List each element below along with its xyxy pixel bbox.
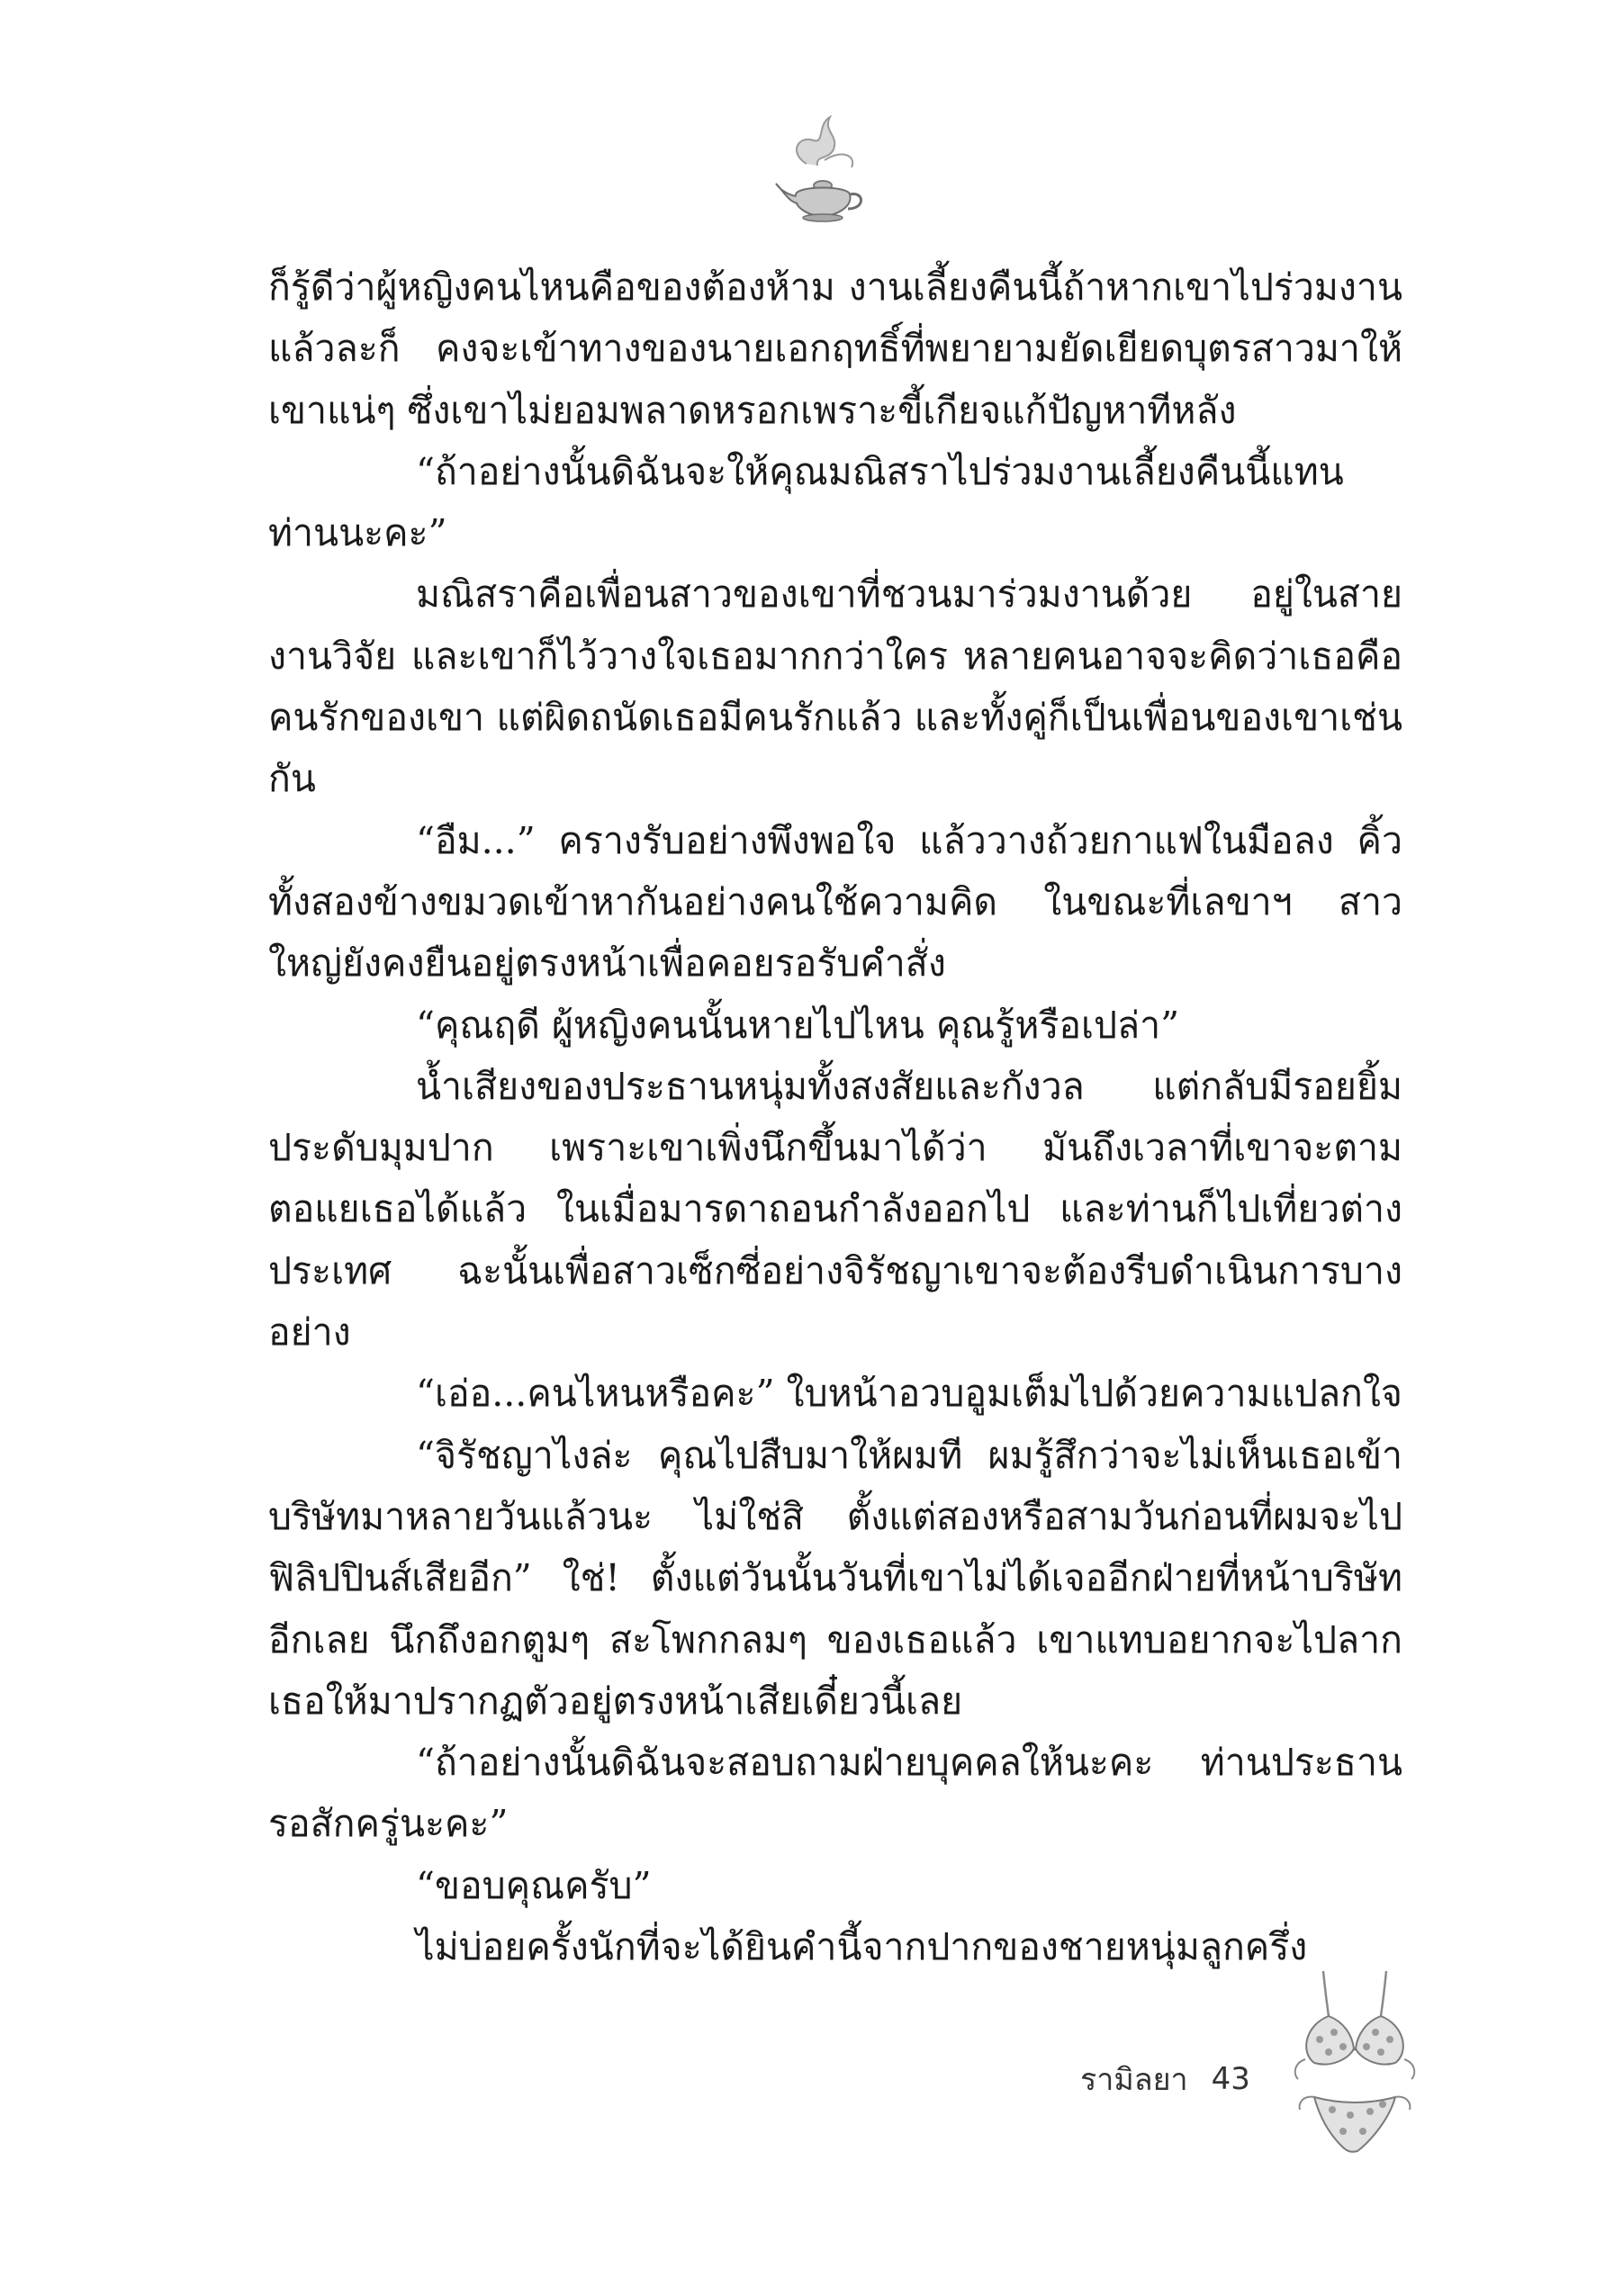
paragraph-6: น้ำเสียงของประธานหนุ่มทั้งสงสัยและกังวล แต่กลับมีรอยยิ้มประดับมุมปาก เพราะเขาเพิ่งนึกขึ้นมาได้ว่า มันถึงเวลาที่เขาจะตามตอแยเธอได้แล้ว ในเมื่อมารดาถอนกำลังออกไป และท่านก็ไปเที่ยวต่างประเทศ ฉะนั้นเพื่อสาวเซ็กซี่อย่างจิรัชญาเขาจะต้องรีบดำเนินการบางอย่าง (268, 1064, 1402, 1355)
author-name: รามิลยา (1080, 2062, 1188, 2098)
paragraph-4: “อืม...” ครางรับอย่างพึงพอใจ แล้ววางถ้วยกาแฟในมือลง คิ้วทั้งสองข้างขมวดเข้าหากันอย่างคนใช้ความคิด ในขณะที่เลขาฯ สาวใหญ่ยังคงยืนอยู่ตรงหน้าเพื่อคอยรอรับคำสั่ง (268, 818, 1402, 986)
page-number: 43 (1211, 2061, 1250, 2097)
paragraph-2: “ถ้าอย่างนั้นดิฉันจะให้คุณมณิสราไปร่วมงานเลี้ยงคืนนี้แทนท่านนะคะ” (268, 449, 1344, 555)
paragraph-7: “เอ่อ...คนไหนหรือคะ” ใบหน้าอวบอูมเต็มไปด้วยความแปลกใจ (416, 1372, 1402, 1416)
paragraph-10: “ขอบคุณครับ” (416, 1863, 652, 1907)
paragraph-3: มณิสราคือเพื่อนสาวของเขาที่ชวนมาร่วมงานด้วย อยู่ในสายงานวิจัย และเขาก็ไว้วางใจเธอมากกว่าใคร หลายคนอาจจะคิดว่าเธอคือคนรักของเขา แต่ผิดถนัดเธอมีคนรักแล้ว และทั้งคู่ก็เป็นเพื่อนของเขาเช่นกัน (268, 572, 1402, 801)
teapot-icon (771, 108, 870, 225)
paragraph-8: “จิรัชญาไงล่ะ คุณไปสืบมาให้ผมที ผมรู้สึกว่าจะไม่เห็นเธอเข้าบริษัทมาหลายวันแล้วนะ ไม่ใช่สิ ตั้งแต่สองหรือสามวันก่อนที่ผมจะไปฟิลิปปินส์เสียอีก” ใช่! ตั้งแต่วันนั้นวันที่เขาไม่ได้เจออีกฝ่ายที่หน้าบริษัทอีกเลย นึกถึงอกตูมๆ สะโพกกลมๆ ของเธอแล้ว เขาแทบอยากจะไปลากเธอให้มาปรากฏตัวอยู่ตรงหน้าเสียเดี๋ยวนี้เลย (268, 1433, 1402, 1723)
bikini-icon (1287, 1962, 1422, 2169)
paragraph-5: “คุณฤดี ผู้หญิงคนนั้นหายไปไหน คุณรู้หรือเปล่า” (416, 1003, 1180, 1047)
page-footer (1080, 2052, 1250, 2106)
paragraph-1: ก็รู้ดีว่าผู้หญิงคนไหนคือของต้องห้าม งานเลี้ยงคืนนี้ถ้าหากเขาไปร่วมงานแล้วละก็ คงจะเข้าทางของนายเอกฤทธิ์ที่พยายามยัดเยียดบุตรสาวมาให้เขาแน่ๆ ซึ่งเขาไม่ยอมพลาดหรอกเพราะขี้เกียจแก้ปัญหาทีหลัง (268, 266, 1402, 432)
body-text (268, 257, 1402, 1977)
paragraph-11: ไม่บ่อยครั้งนักที่จะได้ยินคำนี้จากปากของชายหนุ่มลูกครึ่ง (416, 1925, 1308, 1969)
paragraph-9: “ถ้าอย่างนั้นดิฉันจะสอบถามฝ่ายบุคคลให้นะคะ ท่านประธานรอสักครู่นะคะ” (268, 1741, 1402, 1846)
